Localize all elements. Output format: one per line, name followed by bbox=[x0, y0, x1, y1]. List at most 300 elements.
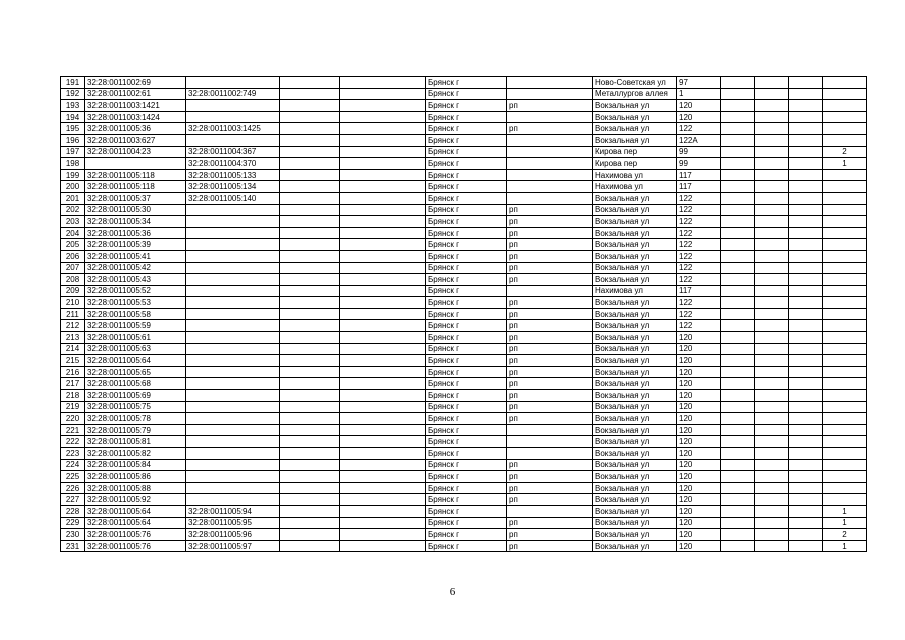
cell-row-number: 217 bbox=[61, 378, 85, 390]
table-row bbox=[61, 158, 867, 170]
cell-settlement-type bbox=[507, 77, 593, 89]
cell-col-10 bbox=[721, 285, 755, 297]
cell-col-12 bbox=[789, 181, 823, 193]
cell-settlement-type bbox=[507, 134, 593, 146]
cell-col-12 bbox=[789, 355, 823, 367]
cell-col-5 bbox=[340, 297, 426, 309]
cell-col-4 bbox=[280, 540, 340, 552]
cell-count bbox=[823, 88, 867, 100]
table-row bbox=[61, 227, 867, 239]
cell-street: Вокзальная ул bbox=[593, 192, 677, 204]
cell-locality: Брянск г bbox=[426, 250, 507, 262]
cell-house-number: 120 bbox=[677, 529, 721, 541]
cell-col-10 bbox=[721, 227, 755, 239]
cell-street: Вокзальная ул bbox=[593, 308, 677, 320]
cell-cadastral-number: 32:28:0011002:61 bbox=[85, 88, 186, 100]
cell-col-5 bbox=[340, 332, 426, 344]
cell-street: Вокзальная ул bbox=[593, 390, 677, 402]
table-row bbox=[61, 274, 867, 286]
cell-row-number: 202 bbox=[61, 204, 85, 216]
table-row bbox=[61, 169, 867, 181]
cell-row-number: 220 bbox=[61, 413, 85, 425]
cell-count bbox=[823, 332, 867, 344]
cell-col-5 bbox=[340, 100, 426, 112]
cell-house-number: 120 bbox=[677, 111, 721, 123]
table-row bbox=[61, 111, 867, 123]
cell-col-10 bbox=[721, 274, 755, 286]
cell-house-number: 99 bbox=[677, 146, 721, 158]
cell-sub-cadastral-number bbox=[186, 216, 280, 228]
cell-locality: Брянск г bbox=[426, 77, 507, 89]
cell-col-4 bbox=[280, 169, 340, 181]
cell-house-number: 120 bbox=[677, 401, 721, 413]
cell-cadastral-number: 32:28:0011005:84 bbox=[85, 459, 186, 471]
cell-col-11 bbox=[755, 169, 789, 181]
cell-col-12 bbox=[789, 424, 823, 436]
cell-street: Вокзальная ул bbox=[593, 262, 677, 274]
cell-street: Вокзальная ул bbox=[593, 494, 677, 506]
cell-house-number: 120 bbox=[677, 378, 721, 390]
cell-street: Вокзальная ул bbox=[593, 343, 677, 355]
cell-house-number: 117 bbox=[677, 169, 721, 181]
cell-row-number: 229 bbox=[61, 517, 85, 529]
cell-col-11 bbox=[755, 448, 789, 460]
cell-col-4 bbox=[280, 436, 340, 448]
cell-col-10 bbox=[721, 424, 755, 436]
cell-sub-cadastral-number: 32:28:0011005:95 bbox=[186, 517, 280, 529]
cell-row-number: 228 bbox=[61, 505, 85, 517]
table-row bbox=[61, 192, 867, 204]
cell-house-number: 120 bbox=[677, 100, 721, 112]
cell-col-12 bbox=[789, 436, 823, 448]
cell-count bbox=[823, 250, 867, 262]
cell-col-12 bbox=[789, 366, 823, 378]
cell-col-5 bbox=[340, 192, 426, 204]
cell-col-10 bbox=[721, 250, 755, 262]
cell-count bbox=[823, 285, 867, 297]
cell-col-11 bbox=[755, 216, 789, 228]
table-row bbox=[61, 390, 867, 402]
cell-col-11 bbox=[755, 111, 789, 123]
cell-row-number: 211 bbox=[61, 308, 85, 320]
cell-col-12 bbox=[789, 448, 823, 460]
cell-col-10 bbox=[721, 239, 755, 251]
cell-settlement-type bbox=[507, 158, 593, 170]
cell-locality: Брянск г bbox=[426, 459, 507, 471]
table-row bbox=[61, 482, 867, 494]
cell-count bbox=[823, 494, 867, 506]
cell-count bbox=[823, 216, 867, 228]
cell-col-12 bbox=[789, 390, 823, 402]
cell-locality: Брянск г bbox=[426, 378, 507, 390]
cell-col-11 bbox=[755, 134, 789, 146]
cell-col-5 bbox=[340, 227, 426, 239]
table-row bbox=[61, 529, 867, 541]
cell-row-number: 227 bbox=[61, 494, 85, 506]
cell-count bbox=[823, 413, 867, 425]
cell-house-number: 122 bbox=[677, 123, 721, 135]
cell-col-4 bbox=[280, 529, 340, 541]
cell-col-4 bbox=[280, 517, 340, 529]
cell-sub-cadastral-number bbox=[186, 134, 280, 146]
cell-count bbox=[823, 204, 867, 216]
cell-settlement-type: рп bbox=[507, 308, 593, 320]
cell-sub-cadastral-number bbox=[186, 494, 280, 506]
table-row bbox=[61, 123, 867, 135]
cell-count bbox=[823, 181, 867, 193]
table-row bbox=[61, 332, 867, 344]
cell-house-number: 122 bbox=[677, 192, 721, 204]
cell-row-number: 201 bbox=[61, 192, 85, 204]
cell-col-4 bbox=[280, 181, 340, 193]
cell-col-10 bbox=[721, 204, 755, 216]
cell-col-11 bbox=[755, 529, 789, 541]
cell-col-12 bbox=[789, 320, 823, 332]
cell-col-12 bbox=[789, 262, 823, 274]
cell-house-number: 117 bbox=[677, 285, 721, 297]
cell-sub-cadastral-number bbox=[186, 378, 280, 390]
cell-house-number: 122 bbox=[677, 204, 721, 216]
cell-col-12 bbox=[789, 494, 823, 506]
cell-col-4 bbox=[280, 424, 340, 436]
table-row bbox=[61, 343, 867, 355]
cell-sub-cadastral-number bbox=[186, 366, 280, 378]
cell-count bbox=[823, 274, 867, 286]
table-row bbox=[61, 250, 867, 262]
cell-col-4 bbox=[280, 274, 340, 286]
cell-col-11 bbox=[755, 401, 789, 413]
cell-street: Металлургов аллея bbox=[593, 88, 677, 100]
cell-col-5 bbox=[340, 111, 426, 123]
cell-col-4 bbox=[280, 134, 340, 146]
cell-count bbox=[823, 123, 867, 135]
table-row bbox=[61, 378, 867, 390]
cell-col-10 bbox=[721, 505, 755, 517]
cell-row-number: 221 bbox=[61, 424, 85, 436]
cell-sub-cadastral-number: 32:28:0011005:134 bbox=[186, 181, 280, 193]
cell-row-number: 207 bbox=[61, 262, 85, 274]
cell-house-number: 122 bbox=[677, 274, 721, 286]
cell-col-12 bbox=[789, 343, 823, 355]
cell-col-11 bbox=[755, 88, 789, 100]
table-row bbox=[61, 239, 867, 251]
cell-settlement-type: рп bbox=[507, 239, 593, 251]
cell-col-11 bbox=[755, 239, 789, 251]
page-number: 6 bbox=[449, 586, 456, 598]
cell-street: Вокзальная ул bbox=[593, 471, 677, 483]
cell-col-4 bbox=[280, 204, 340, 216]
cell-settlement-type bbox=[507, 146, 593, 158]
cell-col-10 bbox=[721, 169, 755, 181]
cell-cadastral-number: 32:28:0011005:118 bbox=[85, 181, 186, 193]
table-row bbox=[61, 320, 867, 332]
cell-col-11 bbox=[755, 471, 789, 483]
cell-cadastral-number: 32:28:0011005:69 bbox=[85, 390, 186, 402]
cell-col-4 bbox=[280, 366, 340, 378]
cell-col-12 bbox=[789, 332, 823, 344]
cell-settlement-type: рп bbox=[507, 216, 593, 228]
cell-street: Вокзальная ул bbox=[593, 436, 677, 448]
cell-col-10 bbox=[721, 100, 755, 112]
table-row bbox=[61, 285, 867, 297]
cell-street: Вокзальная ул bbox=[593, 274, 677, 286]
cell-row-number: 195 bbox=[61, 123, 85, 135]
cell-col-11 bbox=[755, 100, 789, 112]
table-row bbox=[61, 413, 867, 425]
cell-street: Вокзальная ул bbox=[593, 134, 677, 146]
cell-row-number: 198 bbox=[61, 158, 85, 170]
cell-house-number: 120 bbox=[677, 366, 721, 378]
cell-count bbox=[823, 482, 867, 494]
cell-house-number: 122 bbox=[677, 239, 721, 251]
cell-settlement-type: рп bbox=[507, 494, 593, 506]
cell-col-10 bbox=[721, 390, 755, 402]
cell-col-5 bbox=[340, 343, 426, 355]
cell-col-4 bbox=[280, 88, 340, 100]
cell-col-10 bbox=[721, 192, 755, 204]
cell-col-11 bbox=[755, 459, 789, 471]
cell-locality: Брянск г bbox=[426, 308, 507, 320]
cell-col-11 bbox=[755, 378, 789, 390]
cell-row-number: 203 bbox=[61, 216, 85, 228]
cell-count bbox=[823, 227, 867, 239]
cell-col-5 bbox=[340, 424, 426, 436]
cell-settlement-type: рп bbox=[507, 471, 593, 483]
cell-sub-cadastral-number bbox=[186, 320, 280, 332]
cell-street: Нахимова ул bbox=[593, 285, 677, 297]
cell-col-10 bbox=[721, 413, 755, 425]
cell-locality: Брянск г bbox=[426, 413, 507, 425]
cell-street: Вокзальная ул bbox=[593, 297, 677, 309]
table-row bbox=[61, 77, 867, 89]
cell-col-11 bbox=[755, 77, 789, 89]
cell-col-5 bbox=[340, 181, 426, 193]
table-row bbox=[61, 204, 867, 216]
cell-house-number: 120 bbox=[677, 355, 721, 367]
cell-locality: Брянск г bbox=[426, 239, 507, 251]
cell-col-12 bbox=[789, 111, 823, 123]
cell-cadastral-number: 32:28:0011003:627 bbox=[85, 134, 186, 146]
cell-col-5 bbox=[340, 529, 426, 541]
cell-sub-cadastral-number bbox=[186, 297, 280, 309]
cell-row-number: 209 bbox=[61, 285, 85, 297]
cell-cadastral-number: 32:28:0011005:86 bbox=[85, 471, 186, 483]
cell-col-10 bbox=[721, 517, 755, 529]
cell-street: Вокзальная ул bbox=[593, 529, 677, 541]
table-row bbox=[61, 517, 867, 529]
cell-count bbox=[823, 100, 867, 112]
register-table bbox=[60, 76, 867, 552]
cell-settlement-type: рп bbox=[507, 123, 593, 135]
cell-locality: Брянск г bbox=[426, 517, 507, 529]
cell-col-4 bbox=[280, 482, 340, 494]
cell-col-4 bbox=[280, 239, 340, 251]
cell-locality: Брянск г bbox=[426, 424, 507, 436]
cell-col-10 bbox=[721, 366, 755, 378]
cell-col-11 bbox=[755, 123, 789, 135]
cell-sub-cadastral-number: 32:28:0011004:367 bbox=[186, 146, 280, 158]
cell-house-number: 120 bbox=[677, 448, 721, 460]
table-row bbox=[61, 459, 867, 471]
table-row bbox=[61, 366, 867, 378]
cell-col-4 bbox=[280, 158, 340, 170]
cell-count bbox=[823, 390, 867, 402]
cell-col-12 bbox=[789, 123, 823, 135]
cell-sub-cadastral-number bbox=[186, 77, 280, 89]
cell-col-12 bbox=[789, 77, 823, 89]
cell-col-10 bbox=[721, 216, 755, 228]
cell-settlement-type: рп bbox=[507, 332, 593, 344]
cell-settlement-type: рп bbox=[507, 250, 593, 262]
cell-count bbox=[823, 448, 867, 460]
cell-street: Нахимова ул bbox=[593, 181, 677, 193]
cell-house-number: 120 bbox=[677, 459, 721, 471]
cell-col-5 bbox=[340, 390, 426, 402]
cell-col-10 bbox=[721, 471, 755, 483]
cell-col-4 bbox=[280, 216, 340, 228]
cell-house-number: 120 bbox=[677, 540, 721, 552]
cell-sub-cadastral-number bbox=[186, 332, 280, 344]
cell-cadastral-number: 32:28:0011003:1424 bbox=[85, 111, 186, 123]
cell-row-number: 200 bbox=[61, 181, 85, 193]
cell-col-12 bbox=[789, 216, 823, 228]
cell-col-12 bbox=[789, 401, 823, 413]
cell-count bbox=[823, 320, 867, 332]
cell-count bbox=[823, 366, 867, 378]
cell-row-number: 193 bbox=[61, 100, 85, 112]
cell-row-number: 224 bbox=[61, 459, 85, 471]
table-row bbox=[61, 262, 867, 274]
cell-col-12 bbox=[789, 192, 823, 204]
cell-col-12 bbox=[789, 471, 823, 483]
cell-col-12 bbox=[789, 529, 823, 541]
cell-street: Вокзальная ул bbox=[593, 505, 677, 517]
cell-col-4 bbox=[280, 505, 340, 517]
cell-count bbox=[823, 471, 867, 483]
cell-street: Вокзальная ул bbox=[593, 227, 677, 239]
cell-count bbox=[823, 343, 867, 355]
cell-locality: Брянск г bbox=[426, 146, 507, 158]
cell-locality: Брянск г bbox=[426, 355, 507, 367]
cell-col-10 bbox=[721, 482, 755, 494]
cell-row-number: 194 bbox=[61, 111, 85, 123]
cell-sub-cadastral-number bbox=[186, 459, 280, 471]
cell-col-10 bbox=[721, 181, 755, 193]
table-row bbox=[61, 436, 867, 448]
cell-locality: Брянск г bbox=[426, 111, 507, 123]
cell-cadastral-number: 32:28:0011005:78 bbox=[85, 413, 186, 425]
cell-locality: Брянск г bbox=[426, 262, 507, 274]
cell-col-10 bbox=[721, 459, 755, 471]
cell-house-number: 99 bbox=[677, 158, 721, 170]
cell-house-number: 122 bbox=[677, 320, 721, 332]
cell-house-number: 120 bbox=[677, 332, 721, 344]
cell-house-number: 122 bbox=[677, 308, 721, 320]
table-row bbox=[61, 216, 867, 228]
cell-settlement-type: рп bbox=[507, 320, 593, 332]
cell-col-10 bbox=[721, 529, 755, 541]
cell-col-5 bbox=[340, 204, 426, 216]
cell-locality: Брянск г bbox=[426, 204, 507, 216]
cell-col-12 bbox=[789, 227, 823, 239]
cell-settlement-type: рп bbox=[507, 227, 593, 239]
table-row bbox=[61, 540, 867, 552]
cell-col-5 bbox=[340, 169, 426, 181]
cell-sub-cadastral-number bbox=[186, 285, 280, 297]
cell-house-number: 122 bbox=[677, 262, 721, 274]
cell-house-number: 120 bbox=[677, 343, 721, 355]
cell-street: Вокзальная ул bbox=[593, 204, 677, 216]
cell-house-number: 117 bbox=[677, 181, 721, 193]
cell-locality: Брянск г bbox=[426, 158, 507, 170]
cell-locality: Брянск г bbox=[426, 320, 507, 332]
cell-sub-cadastral-number bbox=[186, 111, 280, 123]
cell-sub-cadastral-number bbox=[186, 343, 280, 355]
cell-col-5 bbox=[340, 378, 426, 390]
cell-locality: Брянск г bbox=[426, 529, 507, 541]
cell-col-4 bbox=[280, 111, 340, 123]
cell-settlement-type: рп bbox=[507, 378, 593, 390]
cell-col-12 bbox=[789, 146, 823, 158]
cell-cadastral-number: 32:28:0011005:65 bbox=[85, 366, 186, 378]
cell-settlement-type: рп bbox=[507, 366, 593, 378]
cell-col-12 bbox=[789, 459, 823, 471]
cell-sub-cadastral-number bbox=[186, 227, 280, 239]
cell-count: 2 bbox=[823, 529, 867, 541]
cell-cadastral-number: 32:28:0011005:43 bbox=[85, 274, 186, 286]
cell-cadastral-number: 32:28:0011005:118 bbox=[85, 169, 186, 181]
cell-locality: Брянск г bbox=[426, 471, 507, 483]
cell-locality: Брянск г bbox=[426, 494, 507, 506]
cell-col-10 bbox=[721, 77, 755, 89]
cell-col-5 bbox=[340, 134, 426, 146]
cell-col-5 bbox=[340, 436, 426, 448]
cell-col-10 bbox=[721, 88, 755, 100]
cell-sub-cadastral-number bbox=[186, 250, 280, 262]
cell-locality: Брянск г bbox=[426, 181, 507, 193]
cell-col-11 bbox=[755, 517, 789, 529]
cell-cadastral-number: 32:28:0011005:76 bbox=[85, 529, 186, 541]
cell-settlement-type bbox=[507, 285, 593, 297]
cell-cadastral-number: 32:28:0011005:75 bbox=[85, 401, 186, 413]
cell-cadastral-number bbox=[85, 158, 186, 170]
cell-street: Вокзальная ул bbox=[593, 448, 677, 460]
cell-col-12 bbox=[789, 505, 823, 517]
cell-col-10 bbox=[721, 262, 755, 274]
cell-col-11 bbox=[755, 285, 789, 297]
cell-row-number: 231 bbox=[61, 540, 85, 552]
table-row bbox=[61, 494, 867, 506]
cell-row-number: 197 bbox=[61, 146, 85, 158]
cell-col-10 bbox=[721, 332, 755, 344]
cell-row-number: 214 bbox=[61, 343, 85, 355]
table-row bbox=[61, 308, 867, 320]
cell-cadastral-number: 32:28:0011005:64 bbox=[85, 517, 186, 529]
cell-locality: Брянск г bbox=[426, 216, 507, 228]
cell-col-11 bbox=[755, 494, 789, 506]
cell-col-5 bbox=[340, 482, 426, 494]
cell-count bbox=[823, 192, 867, 204]
cell-row-number: 222 bbox=[61, 436, 85, 448]
cell-cadastral-number: 32:28:0011004:23 bbox=[85, 146, 186, 158]
cell-house-number: 1 bbox=[677, 88, 721, 100]
cell-count: 2 bbox=[823, 146, 867, 158]
cell-house-number: 120 bbox=[677, 471, 721, 483]
cell-street: Вокзальная ул bbox=[593, 517, 677, 529]
cell-street: Нахимова ул bbox=[593, 169, 677, 181]
cell-count: 1 bbox=[823, 540, 867, 552]
cell-col-5 bbox=[340, 471, 426, 483]
